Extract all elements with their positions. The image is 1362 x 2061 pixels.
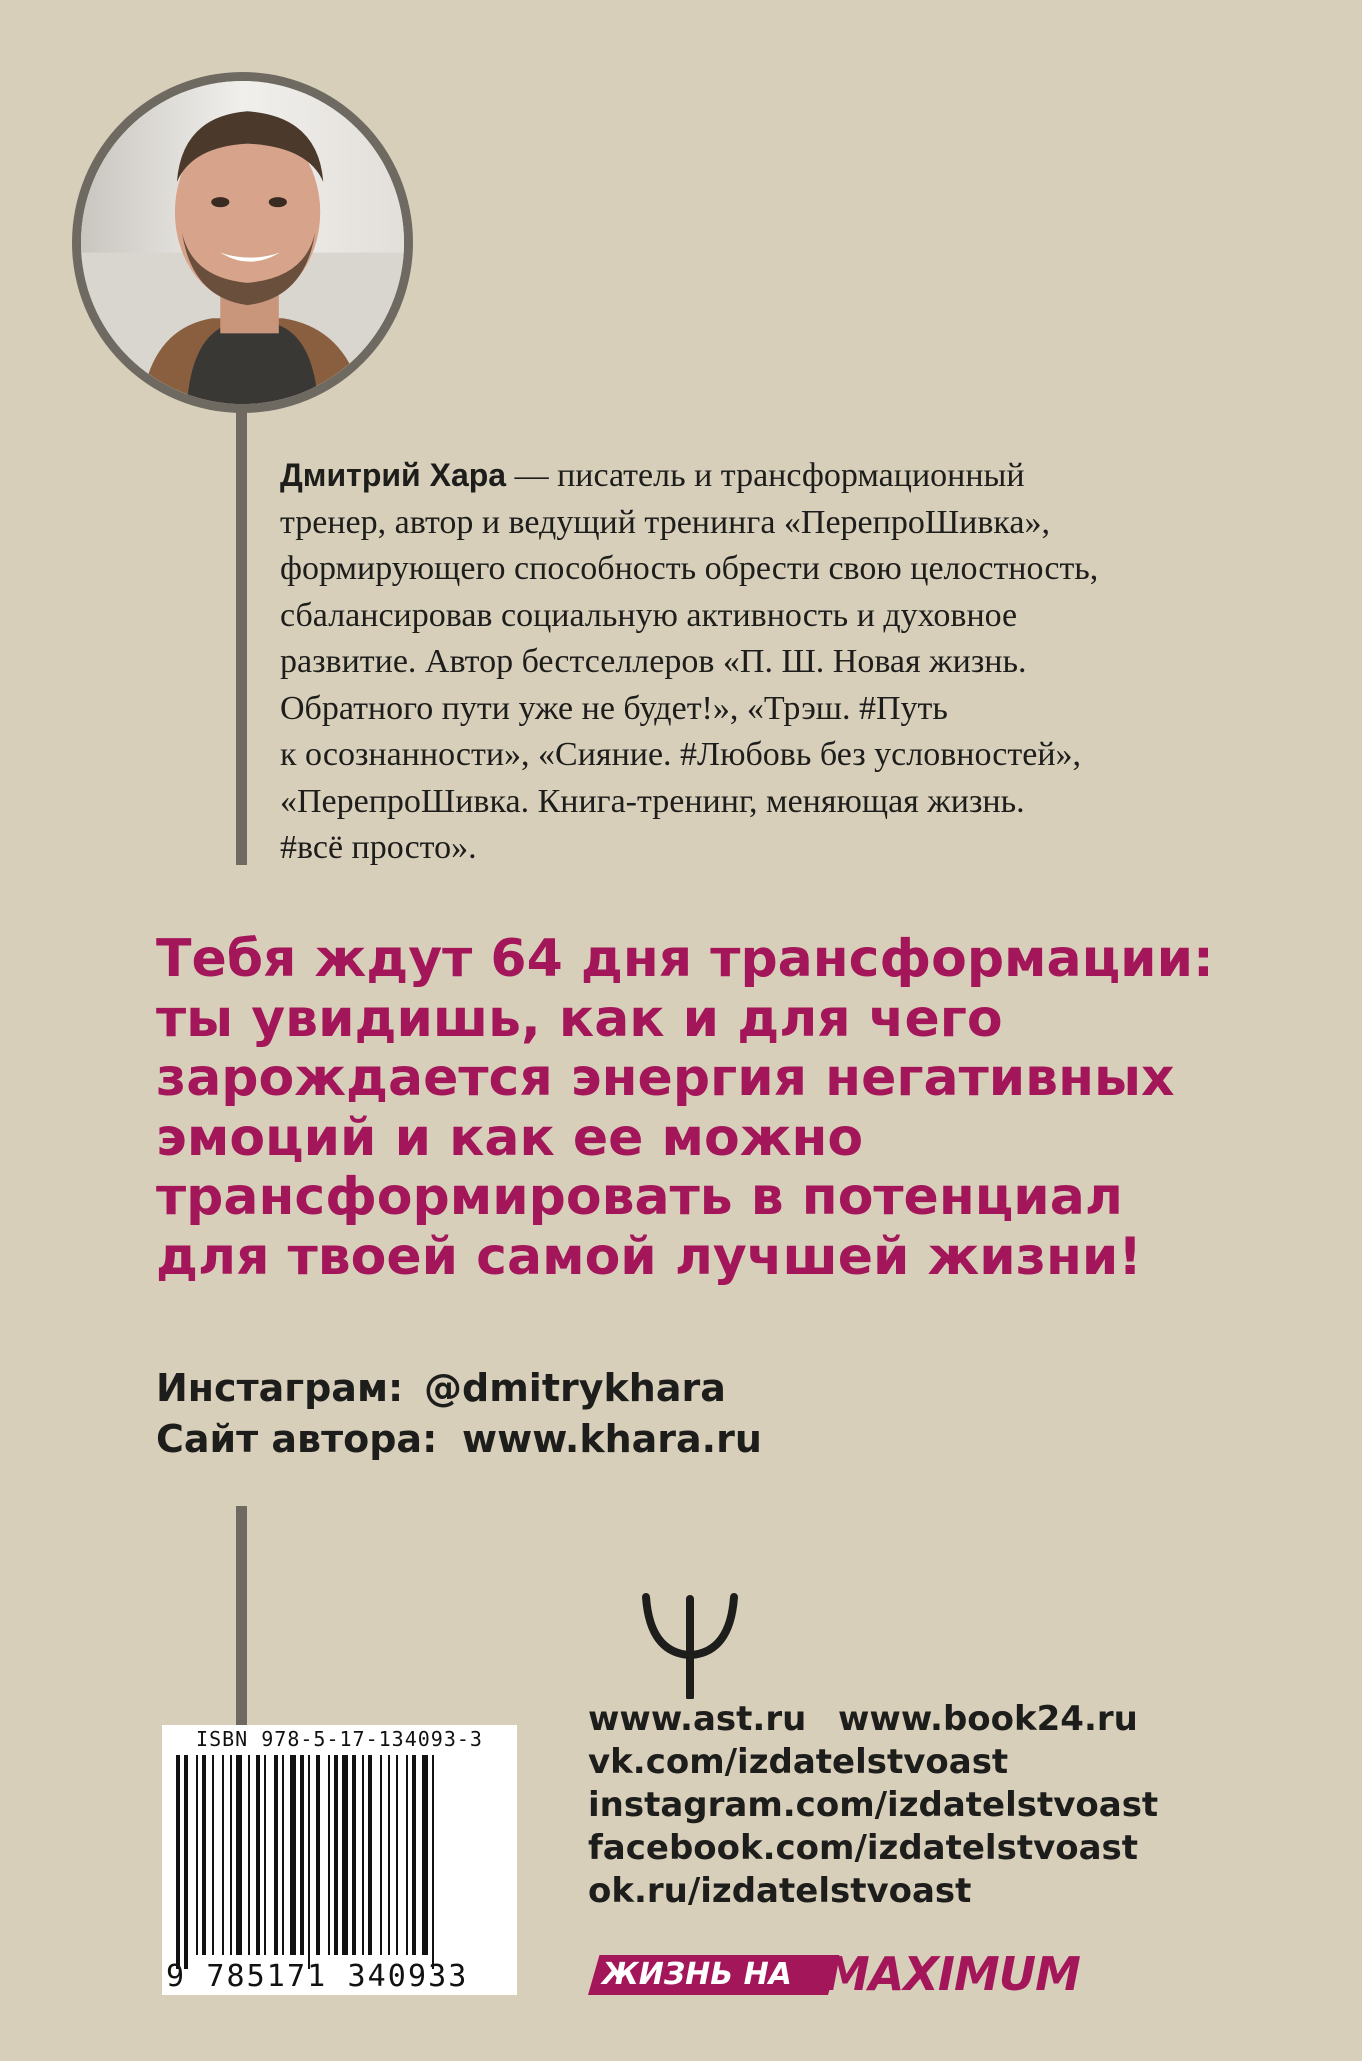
bio-line: Обратного пути уже не будет!», «Трэш. #Путь <box>280 689 948 727</box>
promo-line: для твоей самой лучшей жизни! <box>156 1226 1143 1287</box>
link-instagram[interactable]: instagram.com/izdatelstvoast <box>588 1785 1159 1825</box>
author-bio <box>280 452 1280 872</box>
vertical-divider-bottom <box>236 1506 247 1740</box>
series-logo-right: MAXIMUM <box>824 1947 1080 2001</box>
author-contacts <box>156 1363 762 1465</box>
author-photo <box>81 81 404 404</box>
bio-line: тренер, автор и ведущий тренинга «ПерепроШивка», <box>280 503 1050 541</box>
series-logo-left: ЖИЗНЬ НА <box>602 1957 792 1992</box>
author-name: Дмитрий Хара <box>280 457 507 493</box>
bio-line: к осознанности», «Сияние. #Любовь без условностей», <box>280 736 1082 773</box>
promo-line: зарождается энергия негативных <box>156 1048 1175 1108</box>
bio-line: формирующего способность обрести свою целостность, <box>280 550 1099 587</box>
instagram-row <box>156 1363 762 1414</box>
psi-trident-icon <box>640 1593 740 1699</box>
barcode-bars <box>162 1725 517 1995</box>
bio-line: Дмитрий Хара — писатель и трансформационный <box>280 457 1025 494</box>
links-row-sites <box>588 1698 1158 1741</box>
site-url: www.khara.ru <box>462 1417 762 1461</box>
publisher-links <box>588 1698 1158 1913</box>
link-ast[interactable]: www.ast.ru <box>588 1699 807 1739</box>
bio-line: развитие. Автор бестселлеров «П. Ш. Новая жизнь. <box>280 643 1027 680</box>
instagram-label: Инстаграм: <box>156 1366 404 1410</box>
link-book24[interactable]: www.book24.ru <box>838 1699 1138 1739</box>
bio-line: сбалансировав социальную активность и духовное <box>280 596 1018 634</box>
link-vk[interactable]: vk.com/izdatelstvoast <box>588 1742 1009 1782</box>
isbn-text: ISBN 978-5-17-134093-3 <box>196 1727 483 1751</box>
promo-line: Тебя ждут 64 дня трансформации: <box>156 929 1214 989</box>
series-logo <box>588 1947 1098 2001</box>
bio-line: «ПерепроШивка. Книга-тренинг, меняющая жизнь. <box>280 782 1025 820</box>
site-label: Сайт автора: <box>156 1417 438 1461</box>
ean-digits: 9 785171 340933 <box>166 1959 469 1994</box>
vertical-divider-top <box>236 405 247 865</box>
link-facebook[interactable]: facebook.com/izdatelstvoast <box>588 1828 1139 1868</box>
promo-text <box>156 930 1306 1287</box>
author-portrait <box>72 72 413 413</box>
bio-line: #всё просто». <box>280 829 477 866</box>
site-row <box>156 1414 762 1465</box>
promo-line: ты увидишь, как и для чего <box>156 988 1003 1049</box>
barcode <box>162 1725 517 1995</box>
promo-line: эмоций и как ее можно <box>156 1107 864 1168</box>
promo-line: трансформировать в потенциал <box>156 1167 1123 1227</box>
instagram-handle: @dmitrykhara <box>424 1366 726 1410</box>
link-ok[interactable]: ok.ru/izdatelstvoast <box>588 1871 972 1911</box>
